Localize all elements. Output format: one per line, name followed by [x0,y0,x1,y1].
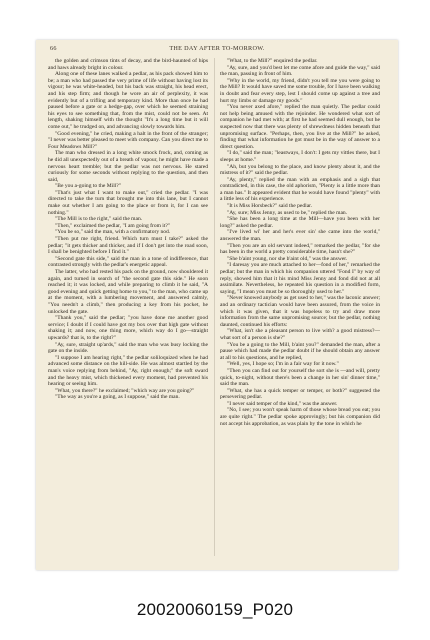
paragraph: the golden and crimson tints of decay, and the bird-haunted of hips and haws already bright in colour. [48,58,208,71]
paragraph: "Why in the world, my friend, didn't you tell me you were going to the Mill? It would have saved me some trouble, for I have been walking in doubt and fear every step, lest I should come up against a tree and hurt my limbs or damage my goods." [220,77,380,104]
paragraph: "Second gate this side," said the man in a tone of indifference, that contrasted strongly with the pedlar's energetic appeal. [48,255,208,269]
book-page [36,40,398,570]
running-title: THE DAY AFTER TO-MORROW. [169,45,265,52]
paragraph: "I've lived wi' her and her's ever sin' she came into the world," answered the man. [220,229,380,243]
left-text-column [48,58,208,558]
paragraph: "I do," said the man; "leastways, I don't: I gets my vittles there, but I sleeps at home." [220,150,380,163]
paragraph: "What, you there?" he exclaimed; "which way are you going?" [55,387,195,394]
paragraph: "Never knowed anybody as get used to her," was the laconic answer; and an ordinary tactician would have been assured, from the voice in which it was given, that it was hopeless to try and draw more information from the same unpromising source; but the pedlar, nothing daunted, continued his efforts: [220,295,380,328]
paragraph: "That's just what I want to make out," cried the pedlar. "I was directed to take the turn that brought me into this lane, but I cannot make out whether I am going to the place or from it, for I can see nothing." [48,189,208,216]
paragraph: The latter, who had rested his pack on the ground, now shouldered it again, and turned in search of "the second gate this side." He soon reached it; it was locked, and while preparing to climb it he said, "A good evening and quick getting home to you," to the man, who came up at the moment, with a lumbering movement, and answered calmly, "You needn't a climb," then producing a key from his pocket, he unlocked the gate. [48,269,208,315]
catalog-id-label: 20020060159_P020 [136,600,294,619]
paragraph: The man who dressed in a long white smock frock, and, coming as he did all unexpectedly out of a breath of vapour, he might have made a nervous heart tremble; but the pedlar was not nervous. He stared curiously for some seconds without replying to the question, and then said, [48,150,208,183]
paragraph: "Ay, sure; Miss Jenny, as used to be," replied the man. [227,209,348,216]
paragraph: "No, I see; you won't speak harm of those whose bread you eat; you are quite right." The pedlar spoke approvingly; but his companion did not accept his approbation, as was plain by the tone in which he [220,407,380,427]
paragraph: "Ah, but you belong to the place, and know plenty about it, and the mistress of it?" said the pedlar. [220,163,380,177]
paragraph: "The way as you're a going, as I suppose," said the man. [55,394,180,401]
paragraph: "I daresay you are much attached to her—fond of her," remarked the pedlar; but the man in which his companion uttered "Fond I" by way of reply, showed him that it his mind Miss Jenny and fond did not at all assimilate. Nevertheless, he repeated his question in a modified form, saying, "I mean you must be so thoroughly used to her." [220,262,380,295]
paragraph: "Ay, sure, straight up'ards," said the man who was busy locking the gate on the inside. [48,341,208,355]
paragraph: "She has been a long time at the Mill—have you been with her long?" asked the pedlar. [220,216,380,229]
paragraph: "What, isn't she a pleasant person to live with? a good mistress?—what sort of a person is she?" [220,328,380,341]
paragraph: "You be so," said the man, with a confirmatory nod. [55,229,171,236]
paragraph: "Well, yes, I hope so; I'm in a fair way for it now." [227,361,339,368]
paragraph: "Then you are an old servant indeed," remarked the pedlar, "for she has been in the world a pretty considerable time, hasn't she?" [220,242,380,256]
page-number: 66 [50,45,57,52]
paragraph: "Ay, sure, and you'd best let me come afore and guide the way," said the man, passing in front of him. [220,64,380,78]
right-text-column [220,58,380,558]
paragraph: "I never said temper of the kind," was the answer. [227,400,338,407]
paragraph: "Then put me right, friend. Which turn must I take?" asked the pedlar; "it gets thicker and thicker, and if I don't get into the road soon, I shall be benighted before I find it." [48,236,208,256]
paragraph: "You never axed afore," replied the man quietly. The pedlar could not help being amused with the rejoinder. He wondered what sort of companion he had met with; at first he had seemed dull enough, but he suspected now that there was plenty of shrewdness hidden beneath that unpromising surface. "Perhaps, then, you live at the Mill?" he asked, finding that what information he got must be in the way of answer to a direct question. [220,104,380,150]
paragraph: "What, to the Mill?" enquired the pedlar. [227,58,318,64]
paragraph: "I suppose I am hearing right," the pedlar soliloquized when he had advanced some distance on the hill-side. He was almost startled by the man's voice replying from behind, "Ay, right enough;" the soft sward and the heavy mist, which thickened every moment, had prevented his hearing or seeing him. [48,354,208,388]
paragraph: "The Mill is to the right," said the man. [55,216,143,223]
paragraph: "Ay, plenty," replied the man with an emphasis and a sigh that contradicted, in this case, the old aphorism, "Plenty is a little more than a man has." It appeared evident that he would have found "plenty" with a little less of his experience. [220,176,380,203]
paragraph: "You be a going to the Mill, b'aint you?" demanded the man, after a pause which had made the pedlar doubt if he should obtain any answer at all to his questions, and he replied, [220,341,380,361]
paragraph: "What, she has a quick temper or temper, or both?" suggested the persevering pedlar. [220,387,380,401]
paragraph: "Good evening," he cried, making a halt in the front of the stranger; "I never was better pleased to meet with company. Can you direct me to Four Meadows Mill?" [48,130,208,150]
paragraph: "Thank you," said the pedlar; "you have done me another good service; I doubt if I could have got my box over that high gate without shaking it; and now, one thing more, which way do I go—straight upwards? that is, to the right?" [48,315,208,341]
paragraph: "It is Miss Horsbeck?" said the pedlar. [227,203,313,210]
paragraph: "Be you a-going to the Mill?" [55,183,121,190]
running-header [50,45,384,55]
paragraph: "Then you can find out for yourself the sort she is —and will, pretty quick, to-night, without there's been a change in her sin' dinner time," said the man. [220,367,380,388]
paragraph: "She b'aint young, nor she b'aint old," was the answer. [227,255,348,262]
paragraph: "Then," exclaimed the pedlar, "I am going from it?" [55,222,171,229]
column-divider [214,58,215,556]
paragraph: Along one of these lanes walked a pedlar, as his pack showed him to be; a man who had passed the very prime of life without having lost its vigour; he was white-headed, but his back was straight, his head erect, and his step firm; and though he wore an air of perplexity, it was evidently but of a trifling and temporary kind. More than once he had paused before a gate or a hedge-gap, over which he seemed straining his eyes to see something that, from the mist, could not be seen. At length, shaking himself with the thought "It's a long time but it will come out," he trudged on, and advancing slowly towards him. [48,71,208,130]
